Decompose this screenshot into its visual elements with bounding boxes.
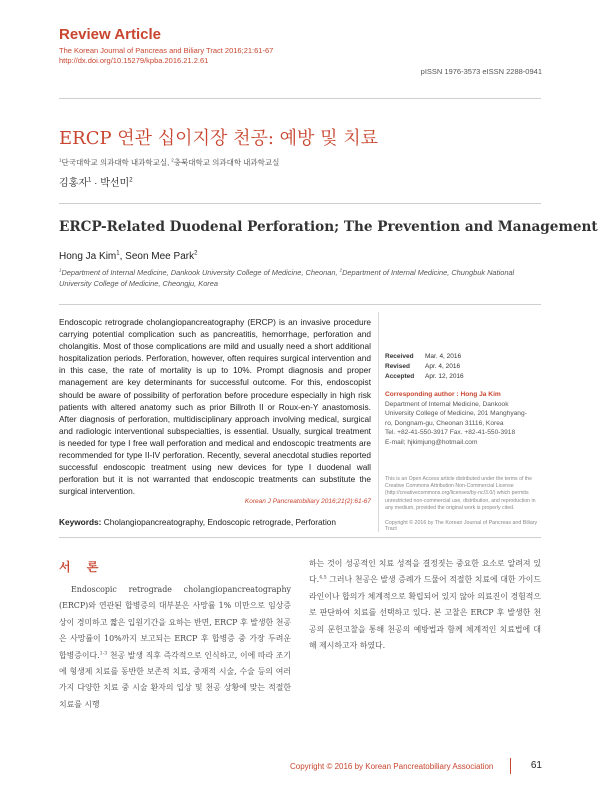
english-title: ERCP-Related Duodenal Perforation; The Prevention and Management: [59, 219, 598, 235]
english-affiliations: [59, 267, 541, 289]
revised-date: Apr. 4, 2016: [425, 363, 461, 370]
received-date: Mar. 4, 2016: [425, 353, 462, 360]
vertical-divider: [378, 312, 379, 532]
divider: [59, 98, 541, 99]
corr-email[interactable]: E-mail; hjkimjung@hotmail.com: [385, 438, 478, 446]
body-text: 그러나 천공은 발생 증례가 드물어 적절한 치료에 대한 가이드라인이나 합의가 체계적으로 확립되어 있지 않아 의료진이 경험적으로 판단하여 치료를 선택하고 있다. 본 고찰은 ERCP 후 발생한 천공의 문헌고찰을 통해 천공의 예방법과 함께 체계적인 치료법에 대해 제시하고자 하였다.: [309, 575, 541, 651]
korean-aff-1: 단국대학교 의과대학 내과학교실,: [61, 158, 172, 167]
page-number: 61: [530, 760, 542, 771]
footer-divider: [510, 758, 511, 774]
english-aff-2: Department of Internal Medicine, Chungbuk National University College of Medicine, Cheongju, Korea: [59, 268, 515, 288]
corresponding-author: [385, 390, 545, 448]
aff-marker: 2: [339, 267, 343, 273]
korean-affiliations: [59, 157, 279, 168]
aff-marker: 2: [171, 157, 174, 163]
body-text: Endoscopic retrograde cholangiopancreatography (ERCP)와 연관된 합병증의 대부분은 사망률 1% 미만으로 임상증상이 경미하고 짧은 입원기간을 요하는 반면, ERCP 후 발생한 천공은 사망률이 10%까지 보고되는 ERCP 후 합병증 중 가장 두려운 합병증이다.: [59, 585, 291, 660]
section-heading: 서 론: [59, 560, 105, 574]
keywords: [59, 517, 336, 527]
english-author-2: Seon Mee Park: [125, 251, 195, 262]
issn: pISSN 1976-3573 eISSN 2288-0941: [420, 67, 542, 76]
abstract-citation: Korean J Pancreatobiliary 2016;21(2):61-67: [244, 498, 371, 505]
received-label: Received: [385, 353, 414, 360]
doi-link[interactable]: http://dx.doi.org/10.15279/kpba.2016.21.2.61: [59, 56, 209, 65]
accepted-date: Apr. 12, 2016: [425, 373, 464, 380]
corr-address-line: University College of Medicine, 201 Manghyang-: [385, 410, 527, 418]
article-dates: [385, 352, 464, 382]
journal-info: [59, 46, 273, 66]
received-row: [385, 352, 464, 362]
article-type: Review Article: [59, 26, 161, 43]
accepted-row: [385, 372, 464, 382]
keywords-label: Keywords:: [59, 517, 102, 527]
korean-authors: [59, 174, 133, 189]
korean-aff-2: 충북대학교 의과대학 내과학교실: [173, 158, 280, 167]
keywords-list: Cholangiopancreatography, Endoscopic retrograde, Perforation: [101, 517, 337, 527]
author-separator: ·: [91, 178, 101, 189]
divider: [59, 537, 541, 538]
korean-title: ERCP 연관 십이지장 천공: 예방 및 치료: [59, 128, 379, 149]
journal-citation: The Korean Journal of Pancreas and Biliary Tract 2016;21:61-67: [59, 46, 274, 55]
corr-address-line: Department of Internal Medicine, Dankook: [385, 400, 509, 408]
accepted-label: Accepted: [385, 373, 415, 380]
divider: [59, 304, 541, 305]
corr-phone-fax: Tel. +82-41-550-3917 Fax. +82-41-550-3918: [385, 429, 516, 437]
aff-marker: 1: [116, 250, 120, 257]
english-authors: [59, 251, 197, 262]
reference-marker: 1-3: [99, 651, 108, 656]
body-column-right: [309, 556, 541, 654]
english-aff-1: Department of Internal Medicine, Dankook University College of Medicine, Cheonan,: [61, 268, 340, 277]
body-text: 하는 것이 성공적인 치료 성적을 결정짓는 중요한 요소로 알려져 있다.: [309, 559, 541, 585]
revised-label: Revised: [385, 363, 410, 370]
footer-copyright: Copyright © 2016 by Korean Pancreatobiliary Association: [290, 762, 494, 771]
aff-marker: 1: [59, 267, 62, 273]
divider: [59, 203, 541, 204]
english-author-1: Hong Ja Kim: [59, 251, 117, 262]
license-text: This is an Open Access article distributed under the terms of the Creative Commons Attribution Non-Commercial License (http://creativecommons.org/licenses/by-nc/3.0/) which permits unrestricted non-commercial use, distribution, and reproduction in any medium, provided the original work is properly cited.: [385, 476, 536, 511]
body-column-left: [59, 582, 291, 713]
corr-address-line: ro, Dongnam-gu, Cheonan 31116, Korea: [385, 419, 504, 427]
aff-marker: 1: [59, 157, 62, 163]
korean-author-1: 김홍자: [59, 178, 88, 189]
abstract-text: Endoscopic retrograde cholangiopancreatography (ERCP) is an invasive procedure carrying potential complication such as pancreatitis, hemorrhage, perforation and cholangitis. Most of those complications are mild and usually need a short additional hospitalization periods. Perforation, however, often requires surgical intervention and in this case, the rate of mortality is up to 10%. Prompt diagnosis and proper management are key determinants for successful outcome. For this, endoscopist should be aware of possibility of perforation before procedure especially in high risk patients with altered anatomy such as prior Billroth II or Roux-en-Y anastomosis. After diagnosis of perforation, multidisciplinary approach involving medical, surgical and radiologic interventional subspecialties, is essential. Usually, surgical treatment is needed for type I free wall perforation and medical and endoscopic treatments are recommended for type II-IV perforation. Recently, several anecdotal studies reported successful endoscopic treatment using new devices for type I duodenal wall perforation but it is not warranted that endoscopic treatments can substitute the surgical intervention.: [59, 317, 371, 497]
korean-author-2: 박선미: [100, 178, 130, 189]
corresponding-author-heading: Corresponding author : Hong Ja Kim: [385, 391, 501, 398]
body-text: 천공 발생 직후 즉각적으로 인식하고, 이에 따라 조기에 형생제 치료를 동반한 보존적 치료, 중재적 시술, 수술 등의 여러 가지 다양한 치료 중 시술 환자의 입상 및 천공 상황에 맞는 적절한 치료를 시행: [59, 650, 291, 709]
body-paragraph: [309, 556, 541, 654]
journal-copyright: Copyright © 2016 by The Korean Journal of Pancreas and Biliary Tract: [385, 520, 538, 532]
aff-marker: 2: [129, 177, 133, 184]
author-separator: ,: [119, 251, 126, 262]
aff-marker: 1: [87, 177, 92, 184]
reference-marker: 4,5: [319, 575, 327, 581]
revised-row: [385, 362, 464, 372]
aff-marker: 2: [194, 250, 198, 257]
